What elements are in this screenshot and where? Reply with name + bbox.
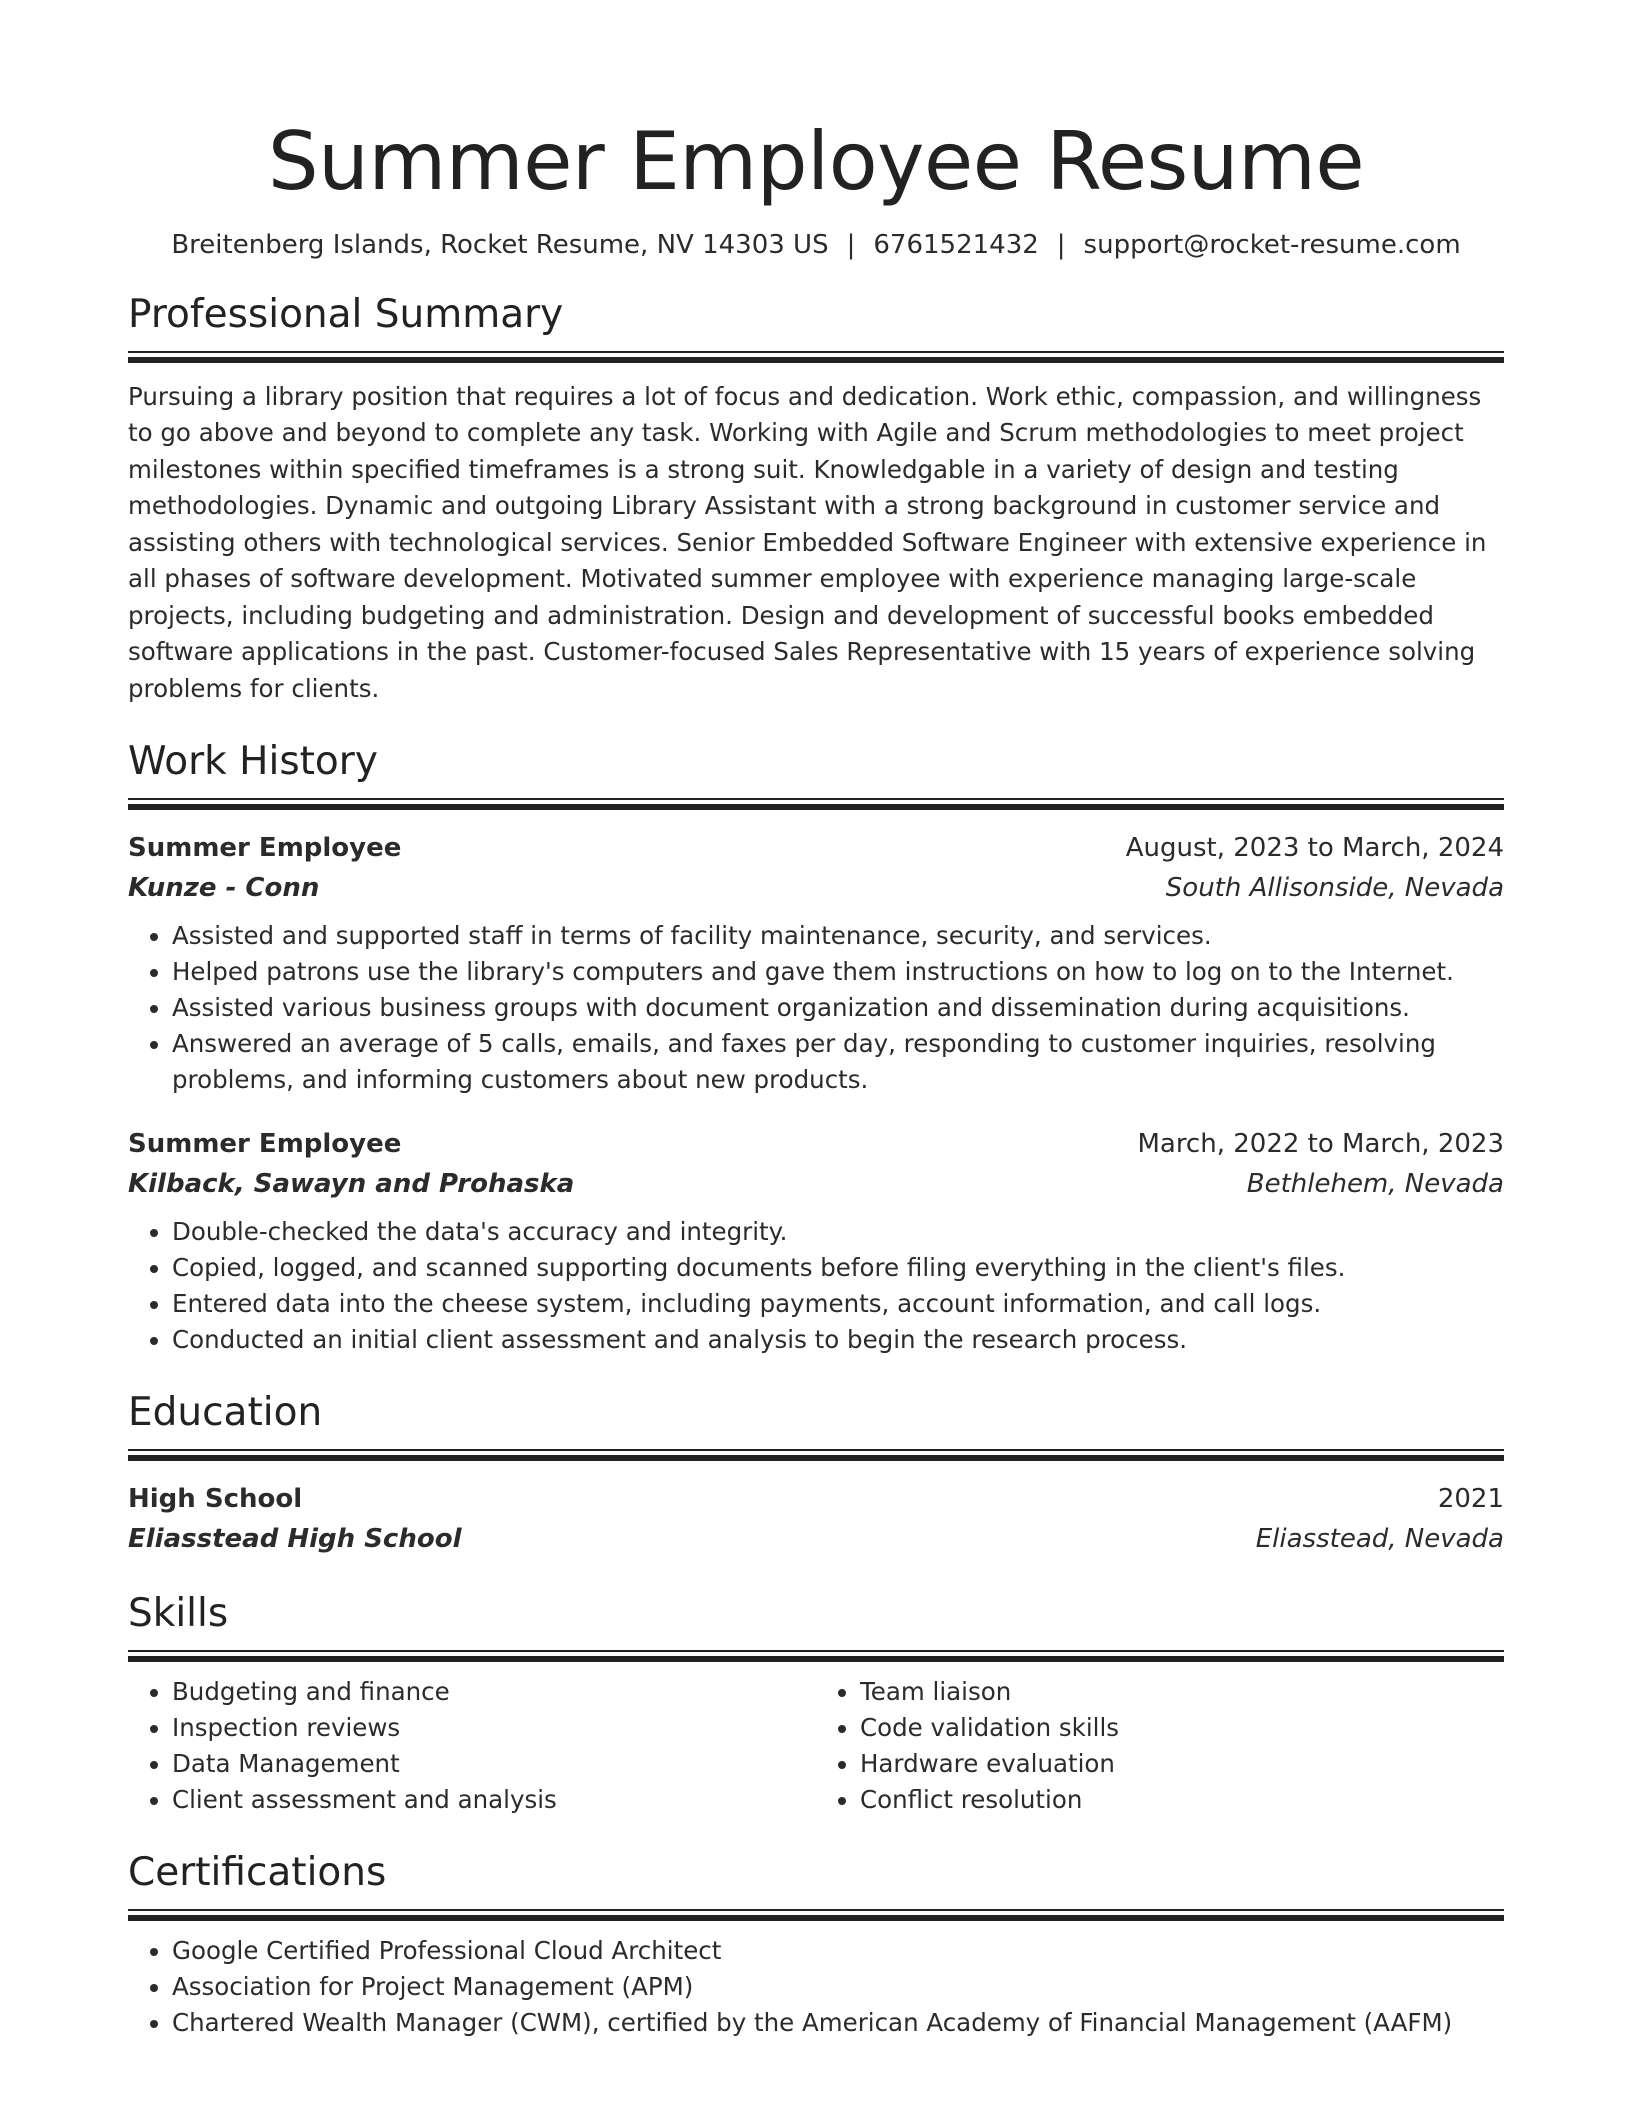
education-location: Eliasstead, Nevada xyxy=(1255,1524,1504,1555)
job-location: Bethlehem, Nevada xyxy=(1246,1169,1504,1200)
job-entry xyxy=(128,1124,1504,1358)
skill-item: • Hardware evaluation xyxy=(860,1746,1504,1782)
skill-item: • Inspection reviews xyxy=(172,1710,816,1746)
job-role: Summer Employee xyxy=(128,833,402,864)
job-company: Kilback, Sawayn and Prohaska xyxy=(128,1169,575,1200)
job-company: Kunze - Conn xyxy=(128,873,320,904)
skill-item: • Data Management xyxy=(172,1746,816,1782)
job-bullets xyxy=(128,1214,1504,1358)
skills-list-right xyxy=(816,1674,1504,1818)
skills-heading: Skills xyxy=(128,1591,229,1637)
skill-item: • Conflict resolution xyxy=(860,1782,1504,1818)
skills-columns xyxy=(128,1674,1504,1818)
job-dates: August, 2023 to March, 2024 xyxy=(1125,833,1504,864)
section-divider xyxy=(128,1909,1504,1921)
section-divider xyxy=(128,351,1504,363)
certifications-section xyxy=(128,1852,1504,2041)
certification-item: • Chartered Wealth Manager (CWM), certified by the American Academy of Financial Management (AAFM) xyxy=(172,2005,1504,2041)
skills-list-left xyxy=(128,1674,816,1818)
skill-item: • Code validation skills xyxy=(860,1710,1504,1746)
contact-email[interactable]: support@rocket-resume.com xyxy=(1083,230,1461,260)
job-dates: March, 2022 to March, 2023 xyxy=(1137,1129,1504,1160)
job-bullet: • Double-checked the data's accuracy and integrity. xyxy=(172,1214,1504,1250)
summary-heading: Professional Summary xyxy=(128,292,564,337)
section-divider xyxy=(128,798,1504,810)
job-entry xyxy=(128,828,1504,1098)
job-location: South Allisonside, Nevada xyxy=(1165,873,1504,904)
job-header-row xyxy=(128,828,1504,868)
contact-phone: 6761521432 xyxy=(873,230,1039,260)
job-bullet: • Assisted and supported staff in terms of facility maintenance, security, and services. xyxy=(172,918,1504,954)
contact-address: Breitenberg Islands, Rocket Resume, NV 14303 US xyxy=(171,230,829,260)
job-header-row xyxy=(128,1124,1504,1164)
job-bullets xyxy=(128,918,1504,1098)
certification-item: • Association for Project Management (APM) xyxy=(172,1969,1504,2005)
job-bullet: • Helped patrons use the library's computers and gave them instructions on how to log on to the Internet. xyxy=(172,954,1504,990)
contact-line xyxy=(128,230,1504,260)
work-history-heading: Work History xyxy=(128,739,378,785)
job-bullet: • Answered an average of 5 calls, emails, and faxes per day, responding to customer inquiries, resolving problems, and informing customers about new products. xyxy=(172,1026,1504,1098)
section-divider xyxy=(128,1449,1504,1461)
summary-text: Pursuing a library position that requires a lot of focus and dedication. Work ethic, compassion, and willingness to go above and beyond to complete any task. Working with Agile and Scrum methodologies to meet project milestones within specified timeframes is a strong suit. Knowledgable in a variety of design and testing methodologies. Dynamic and outgoing Library Assistant with a strong background in customer service and assisting others with technological services. Senior Embedded Software Engineer with extensive experience in all phases of software development. Motivated summer employee with experience managing large-scale projects, including budgeting and administration. Design and development of successful books embedded software applications in the past. Customer-focused Sales Representative with 15 years of experience solving problems for clients. xyxy=(128,381,1487,703)
job-role: Summer Employee xyxy=(128,1129,402,1160)
certifications-heading: Certifications xyxy=(128,1850,387,1896)
education-section xyxy=(128,1392,1504,1559)
education-year: 2021 xyxy=(1437,1484,1504,1515)
skill-item: • Team liaison xyxy=(860,1674,1504,1710)
contact-separator: | xyxy=(846,230,856,260)
summary-section xyxy=(128,294,1504,707)
certifications-list xyxy=(128,1933,1504,2041)
education-school: Eliasstead High School xyxy=(128,1524,462,1555)
education-entry xyxy=(128,1479,1504,1559)
work-history-section xyxy=(128,741,1504,1358)
job-company-row xyxy=(128,868,1504,908)
job-bullet: • Conducted an initial client assessment and analysis to begin the research process. xyxy=(172,1322,1504,1358)
education-header-row xyxy=(128,1479,1504,1519)
job-bullet: • Copied, logged, and scanned supporting documents before filing everything in the client's files. xyxy=(172,1250,1504,1286)
education-degree: High School xyxy=(128,1484,303,1515)
resume-title: Summer Employee Resume xyxy=(267,115,1365,208)
job-company-row xyxy=(128,1164,1504,1204)
skill-item: • Client assessment and analysis xyxy=(172,1782,816,1818)
certification-item: • Google Certified Professional Cloud Architect xyxy=(172,1933,1504,1969)
education-heading: Education xyxy=(128,1390,323,1436)
contact-separator: | xyxy=(1056,230,1066,260)
job-bullet: • Entered data into the cheese system, including payments, account information, and call logs. xyxy=(172,1286,1504,1322)
education-school-row xyxy=(128,1519,1504,1559)
section-divider xyxy=(128,1650,1504,1662)
skills-section xyxy=(128,1593,1504,1818)
skill-item: • Budgeting and finance xyxy=(172,1674,816,1710)
job-bullet: • Assisted various business groups with document organization and dissemination during acquisitions. xyxy=(172,990,1504,1026)
